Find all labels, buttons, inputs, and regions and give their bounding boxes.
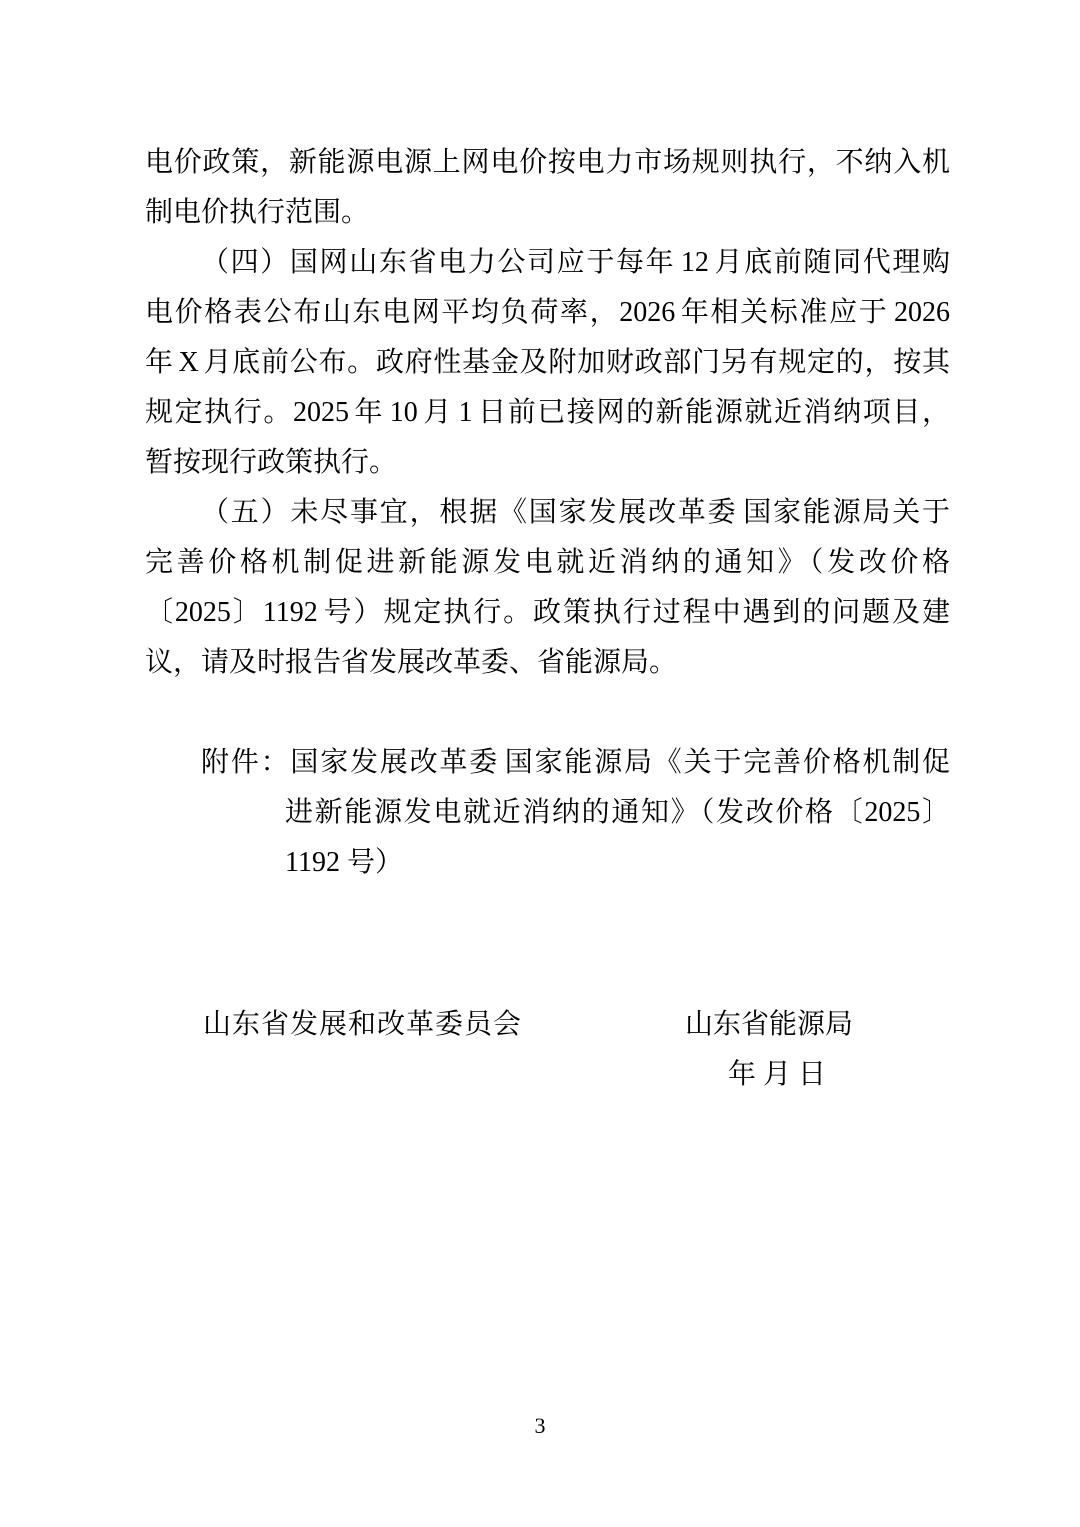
attachment-line: 附件：国家发展改革委 国家能源局《关于完善价格机制促 [201,747,950,778]
document-body [145,138,950,1100]
signature-row [145,1000,950,1050]
body-line: 规定执行。2025 年 10 月 1 日前已接网的新能源就近消纳项目， [145,397,950,428]
body-line: 议，请及时报告省发展改革委、省能源局。 [145,647,678,678]
body-line: 完善价格机制促进新能源发电就近消纳的通知》（发改价格 [145,547,950,578]
body-line-item-5: （五）未尽事宜，根据《国家发展改革委 国家能源局关于 [201,497,950,528]
body-line: 〔2025〕1192 号）规定执行。政策执行过程中遇到的问题及建 [145,597,950,628]
attachment-line: 进新能源发电就近消纳的通知》（发改价格〔2025〕 [285,797,950,828]
date-row [145,1050,950,1100]
page-number: 3 [534,1413,546,1438]
body-line: 年 X 月底前公布。政府性基金及附加财政部门另有规定的，按其 [145,347,950,378]
signature-left-org: 山东省发展和改革委员会 [203,1009,523,1040]
blank-line [145,688,950,738]
body-line: 暂按现行政策执行。 [145,447,398,478]
date-placeholder: 年 月 日 [728,1059,827,1090]
signature-right-org: 山东省能源局 [685,1009,854,1040]
body-line-item-4: （四）国网山东省电力公司应于每年 12 月底前随同代理购 [201,247,950,278]
body-line: 电价格表公布山东电网平均负荷率，2026 年相关标准应于 2026 [145,297,950,328]
body-line: 制电价执行范围。 [145,197,370,228]
attachment-line: 1192 号） [285,847,403,878]
body-line: 电价政策，新能源电源上网电价按电力市场规则执行，不纳入机 [145,147,950,178]
